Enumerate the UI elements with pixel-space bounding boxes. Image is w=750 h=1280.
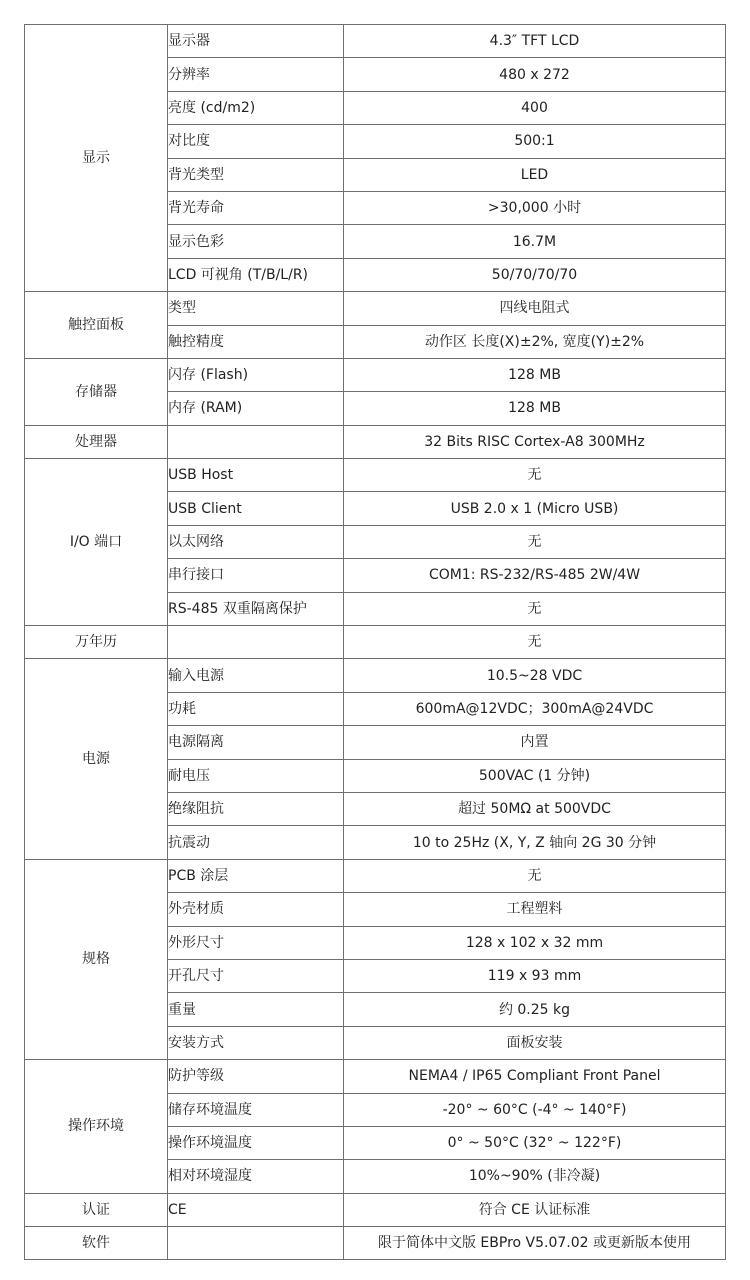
spec-value-cell: 工程塑料	[344, 893, 726, 926]
spec-value-cell: 600mA@12VDC；300mA@24VDC	[344, 692, 726, 725]
spec-row	[25, 25, 726, 58]
spec-value-cell: 16.7M	[344, 225, 726, 258]
spec-row	[25, 659, 726, 692]
spec-value-cell: NEMA4 / IP65 Compliant Front Panel	[344, 1060, 726, 1093]
spec-value-cell: 无	[344, 626, 726, 659]
spec-item-cell: 操作环境温度	[168, 1126, 344, 1159]
spec-value-cell: 约 0.25 kg	[344, 993, 726, 1026]
spec-value-cell: 10 to 25Hz (X, Y, Z 轴向 2G 30 分钟	[344, 826, 726, 859]
spec-item-cell: 抗震动	[168, 826, 344, 859]
spec-item-cell: 亮度 (cd/m2)	[168, 91, 344, 124]
spec-value-cell: 无	[344, 592, 726, 625]
category-cell: 触控面板	[25, 292, 168, 359]
spec-value-cell: 128 MB	[344, 392, 726, 425]
spec-item-cell: 触控精度	[168, 325, 344, 358]
spec-item-cell: 外壳材质	[168, 893, 344, 926]
spec-item-cell: 类型	[168, 292, 344, 325]
spec-row	[25, 626, 726, 659]
spec-item-cell: CE	[168, 1193, 344, 1226]
spec-value-cell: 限于简体中文版 EBPro V5.07.02 或更新版本使用	[344, 1227, 726, 1260]
category-cell: 认证	[25, 1193, 168, 1226]
spec-item-cell: 绝缘阻抗	[168, 792, 344, 825]
spec-item-cell: 储存环境温度	[168, 1093, 344, 1126]
spec-row	[25, 292, 726, 325]
spec-item-cell: 以太网络	[168, 525, 344, 558]
spec-item-cell	[168, 626, 344, 659]
spec-value-cell: 128 MB	[344, 358, 726, 391]
spec-item-cell: 背光寿命	[168, 191, 344, 224]
spec-value-cell: 动作区 长度(X)±2%, 宽度(Y)±2%	[344, 325, 726, 358]
spec-item-cell: USB Client	[168, 492, 344, 525]
spec-item-cell: 电源隔离	[168, 726, 344, 759]
category-cell: 处理器	[25, 425, 168, 458]
category-cell: 万年历	[25, 626, 168, 659]
spec-item-cell: 显示色彩	[168, 225, 344, 258]
category-cell: 电源	[25, 659, 168, 859]
spec-value-cell: 4.3″ TFT LCD	[344, 25, 726, 58]
spec-item-cell: 闪存 (Flash)	[168, 358, 344, 391]
spec-item-cell: 背光类型	[168, 158, 344, 191]
spec-item-cell	[168, 1227, 344, 1260]
spec-item-cell	[168, 425, 344, 458]
spec-item-cell: LCD 可视角 (T/B/L/R)	[168, 258, 344, 291]
spec-value-cell: USB 2.0 x 1 (Micro USB)	[344, 492, 726, 525]
spec-value-cell: 500:1	[344, 125, 726, 158]
spec-value-cell: 内置	[344, 726, 726, 759]
spec-item-cell: USB Host	[168, 459, 344, 492]
spec-item-cell: 重量	[168, 993, 344, 1026]
category-cell: 规格	[25, 859, 168, 1059]
category-cell: 软件	[25, 1227, 168, 1260]
spec-item-cell: 串行接口	[168, 559, 344, 592]
spec-item-cell: PCB 涂层	[168, 859, 344, 892]
category-cell: 显示	[25, 25, 168, 292]
spec-value-cell: 面板安装	[344, 1026, 726, 1059]
spec-item-cell: 显示器	[168, 25, 344, 58]
spec-table	[24, 24, 726, 1260]
spec-item-cell: 开孔尺寸	[168, 959, 344, 992]
category-cell: 存储器	[25, 358, 168, 425]
spec-value-cell: 四线电阻式	[344, 292, 726, 325]
spec-value-cell: 0° ~ 50°C (32° ~ 122°F)	[344, 1126, 726, 1159]
spec-row	[25, 1060, 726, 1093]
spec-item-cell: 输入电源	[168, 659, 344, 692]
spec-value-cell: 50/70/70/70	[344, 258, 726, 291]
spec-value-cell: 10.5~28 VDC	[344, 659, 726, 692]
category-cell: I/O 端口	[25, 459, 168, 626]
spec-value-cell: 480 x 272	[344, 58, 726, 91]
spec-item-cell: 防护等级	[168, 1060, 344, 1093]
spec-value-cell: 无	[344, 525, 726, 558]
spec-value-cell: COM1: RS-232/RS-485 2W/4W	[344, 559, 726, 592]
spec-value-cell: 32 Bits RISC Cortex-A8 300MHz	[344, 425, 726, 458]
spec-value-cell: >30,000 小时	[344, 191, 726, 224]
spec-item-cell: RS-485 双重隔离保护	[168, 592, 344, 625]
spec-item-cell: 安装方式	[168, 1026, 344, 1059]
spec-row	[25, 859, 726, 892]
spec-item-cell: 对比度	[168, 125, 344, 158]
spec-item-cell: 相对环境湿度	[168, 1160, 344, 1193]
spec-value-cell: 无	[344, 859, 726, 892]
category-cell: 操作环境	[25, 1060, 168, 1194]
spec-value-cell: -20° ~ 60°C (-4° ~ 140°F)	[344, 1093, 726, 1126]
spec-value-cell: 符合 CE 认证标准	[344, 1193, 726, 1226]
spec-item-cell: 分辨率	[168, 58, 344, 91]
spec-value-cell: LED	[344, 158, 726, 191]
spec-value-cell: 无	[344, 459, 726, 492]
spec-row	[25, 358, 726, 391]
spec-item-cell: 耐电压	[168, 759, 344, 792]
spec-value-cell: 128 x 102 x 32 mm	[344, 926, 726, 959]
spec-value-cell: 400	[344, 91, 726, 124]
spec-row	[25, 425, 726, 458]
spec-value-cell: 500VAC (1 分钟)	[344, 759, 726, 792]
spec-row	[25, 459, 726, 492]
spec-value-cell: 119 x 93 mm	[344, 959, 726, 992]
spec-value-cell: 10%~90% (非冷凝)	[344, 1160, 726, 1193]
spec-row	[25, 1227, 726, 1260]
spec-row	[25, 1193, 726, 1226]
spec-table-body	[25, 25, 726, 1260]
spec-item-cell: 内存 (RAM)	[168, 392, 344, 425]
spec-item-cell: 功耗	[168, 692, 344, 725]
spec-value-cell: 超过 50MΩ at 500VDC	[344, 792, 726, 825]
spec-item-cell: 外形尺寸	[168, 926, 344, 959]
